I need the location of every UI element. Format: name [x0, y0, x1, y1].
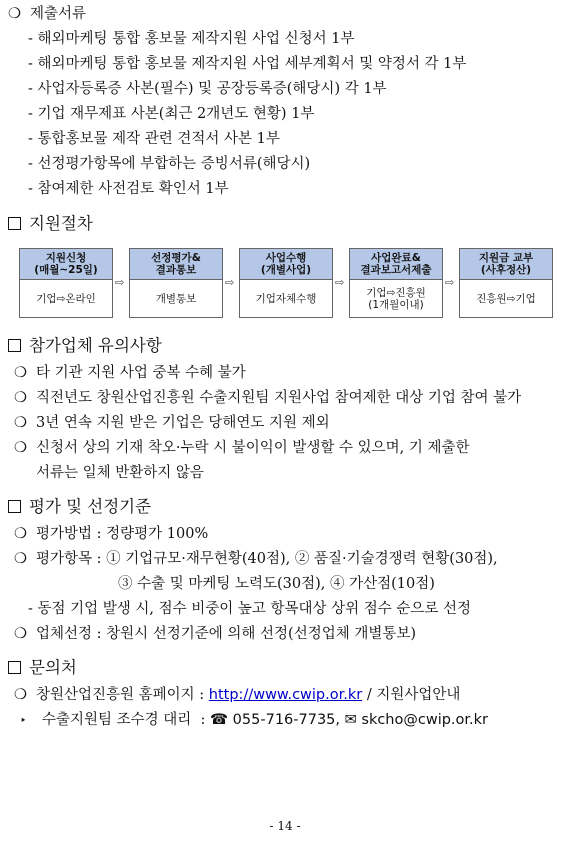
- triangle-bullet-icon: ‣: [20, 714, 27, 727]
- circle-bullet-icon: ❍: [14, 551, 27, 567]
- document-item: - 해외마케팅 통합 홍보물 제작지원 사업 세부계획서 및 약정서 각 1부: [28, 56, 467, 72]
- cautions-heading: 참가업체 유의사항: [8, 336, 162, 356]
- phone-number: ☎ 055-716-7735,: [210, 712, 341, 728]
- procedure-heading: 지원절차: [8, 214, 93, 234]
- circle-bullet-icon: ❍: [14, 390, 27, 406]
- document-item: - 기업 재무제표 사본(최근 2개년도 현황) 1부: [28, 106, 315, 122]
- criteria-items: ❍ 평가항목 : ① 기업규모·재무현황(40점), ② 품질·기술경쟁력 현황(30점),: [14, 551, 498, 567]
- caution-item-continued: 서류는 일체 반환하지 않음: [36, 465, 204, 481]
- caution-item: ❍ 직전년도 창원산업진흥원 수출지원팀 지원사업 참여제한 대상 기업 참여 불가: [14, 390, 522, 406]
- arrow-right-icon: ⇨: [225, 276, 235, 289]
- caution-item: ❍ 타 기관 지원 사업 중복 수혜 불가: [14, 365, 246, 381]
- step-body: 진흥원⇨기업: [476, 292, 536, 305]
- contact-heading: 문의처: [8, 658, 77, 678]
- document-item: - 선정평가항목에 부합하는 증빙서류(해당시): [28, 156, 311, 172]
- step-body: 개별통보: [155, 292, 197, 305]
- procedure-step: [349, 248, 443, 318]
- contact-person: ‣ 수출지원팀 조수경 대리 : ☎ 055-716-7735, ✉ skcho@cwip.or.kr: [20, 710, 488, 731]
- step-title: 사업완료& 결과보고서제출: [350, 249, 442, 280]
- criteria-heading: 평가 및 선정기준: [8, 497, 151, 517]
- criteria-items-continued: ③ 수출 및 마케팅 노력도(30점), ④ 가산점(10점): [118, 576, 435, 592]
- procedure-step: [239, 248, 333, 318]
- document-item: - 통합홍보물 제작 관련 견적서 사본 1부: [28, 131, 280, 147]
- step-title: 사업수행 (개별사업): [240, 249, 332, 280]
- square-bullet-icon: [8, 661, 21, 674]
- circle-bullet-icon: ❍: [8, 6, 21, 22]
- contact-homepage: ❍ 창원산업진흥원 홈페이지 : http://www.cwip.or.kr / 지원사업안내: [14, 687, 461, 703]
- step-body: 기업⇨온라인: [36, 292, 96, 305]
- page-number: - 14 -: [269, 819, 301, 833]
- circle-bullet-icon: ❍: [14, 440, 27, 456]
- homepage-link[interactable]: http://www.cwip.or.kr: [208, 687, 363, 703]
- circle-bullet-icon: ❍: [14, 415, 27, 431]
- arrow-right-icon: ⇨: [115, 276, 125, 289]
- square-bullet-icon: [8, 217, 21, 230]
- procedure-flow: [19, 248, 553, 318]
- step-body: 기업자체수행: [255, 292, 317, 305]
- arrow-right-icon: ⇨: [335, 276, 345, 289]
- document-item: - 참여제한 사전검토 확인서 1부: [28, 181, 229, 197]
- criteria-method: ❍ 평가방법 : 정량평가 100%: [14, 526, 209, 542]
- criteria-selection: ❍ 업체선정 : 창원시 선정기준에 의해 선정(선정업체 개별통보): [14, 626, 417, 642]
- caution-item: ❍ 신청서 상의 기재 착오·누락 시 불이익이 발생할 수 있으며, 기 제출한: [14, 440, 470, 456]
- step-body: 기업⇨진흥원 (1개월이내): [366, 286, 426, 311]
- procedure-step: [459, 248, 553, 318]
- circle-bullet-icon: ❍: [14, 526, 27, 542]
- step-title: 지원신청 (매월~25일): [20, 249, 112, 280]
- email-address[interactable]: ✉ skcho@cwip.or.kr: [344, 712, 489, 728]
- circle-bullet-icon: ❍: [14, 687, 27, 703]
- caution-item: ❍ 3년 연속 지원 받은 기업은 당해연도 지원 제외: [14, 415, 330, 431]
- step-title: 지원금 교부 (사후정산): [460, 249, 552, 280]
- documents-title: ❍ 제출서류: [8, 6, 87, 22]
- criteria-tie-rule: - 동점 기업 발생 시, 점수 비중이 높고 항목대상 상위 점수 순으로 선정: [28, 601, 472, 617]
- circle-bullet-icon: ❍: [14, 365, 27, 381]
- square-bullet-icon: [8, 500, 21, 513]
- square-bullet-icon: [8, 339, 21, 352]
- step-title: 선정평가& 결과통보: [130, 249, 222, 280]
- arrow-right-icon: ⇨: [445, 276, 455, 289]
- procedure-step: [129, 248, 223, 318]
- circle-bullet-icon: ❍: [14, 626, 27, 642]
- document-item: - 해외마케팅 통합 홍보물 제작지원 사업 신청서 1부: [28, 31, 355, 47]
- document-item: - 사업자등록증 사본(필수) 및 공장등록증(해당시) 각 1부: [28, 81, 387, 97]
- procedure-step: [19, 248, 113, 318]
